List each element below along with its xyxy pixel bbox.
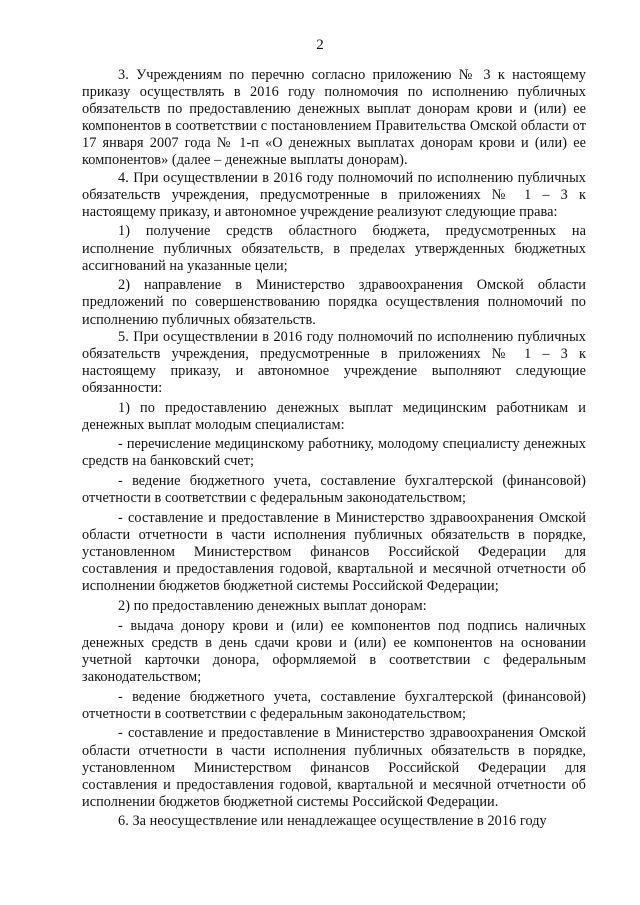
paragraph-3: 3. Учреждениям по перечню согласно приложению № 3 к настоящему приказу осуществлять в 2016 году полномочия по исполнению публичных обязательств по предоставлению денежных выплат донорам крови и (или) ее компонентов в соответствии с постановлением Правительства Омской области от 17 января 2007 года № 1-п «О денежных выплатах донорам крови и (или) ее компонентов» (далее – денежные выплаты донорам). xyxy=(82,67,586,169)
list-item: - составление и предоставление в Министерство здравоохранения Омской области отчетности в части исполнения публичных обязательств в порядке, установленном Министерством финансов Российской Федерации для составления и предоставления годовой, квартальной и месячной отчетности об исполнении бюджетов бюджетной системы Российской Федерации. xyxy=(82,725,586,810)
list-item: - ведение бюджетного учета, составление бухгалтерской (финансовой) отчетности в соответствии с федеральным законодательством; xyxy=(82,688,586,722)
page-number: 2 xyxy=(316,37,324,53)
paragraph-4: 4. При осуществлении в 2016 году полномочий по исполнению публичных обязательств учреждения, предусмотренные в приложениях № 1 – 3 к настоящему приказу, и автономное учреждение реализуют следующие права: xyxy=(82,169,586,220)
paragraph-5: 5. При осуществлении в 2016 году полномочий по исполнению публичных обязательств учреждения, предусмотренные в приложениях № 1 – 3 к настоящему приказу, и автономное учреждение выполняют следующие обязанности: xyxy=(82,328,586,396)
list-item: - перечисление медицинскому работнику, молодому специалисту денежных средств на банковский счет; xyxy=(82,436,586,470)
list-item: - выдача донору крови и (или) ее компонентов под подпись наличных денежных средств в день сдачи крови и (или) ее компонентов на основании учетной карточки донора, оформляемой в соответствии с федеральным законодательством; xyxy=(82,617,586,685)
paragraph-5-item-1: 1) по предоставлению денежных выплат медицинским работникам и денежных выплат молодым специалистам: xyxy=(82,399,586,433)
paragraph-4-item-1: 1) получение средств областного бюджета, предусмотренных на исполнение публичных обязательств, в пределах утвержденных бюджетных ассигнований на указанные цели; xyxy=(82,223,586,274)
paragraph-4-item-2: 2) направление в Министерство здравоохранения Омской области предложений по совершенствованию порядка осуществления полномочий по исполнению публичных обязательств. xyxy=(82,277,586,328)
document-body xyxy=(82,67,586,831)
paragraph-5-item-2: 2) по предоставлению денежных выплат донорам: xyxy=(118,597,427,614)
paragraph-6: 6. За неосуществление или ненадлежащее осуществление в 2016 году xyxy=(118,813,547,830)
list-item: - составление и предоставление в Министерство здравоохранения Омской области отчетности в части исполнения публичных обязательств в порядке, установленном Министерством финансов Российской Федерации для составления и предоставления годовой, квартальной и месячной отчетности об исполнении бюджетов бюджетной системы Российской Федерации; xyxy=(82,509,586,595)
list-item: - ведение бюджетного учета, составление бухгалтерской (финансовой) отчетности в соответствии с федеральным законодательством; xyxy=(82,473,586,507)
